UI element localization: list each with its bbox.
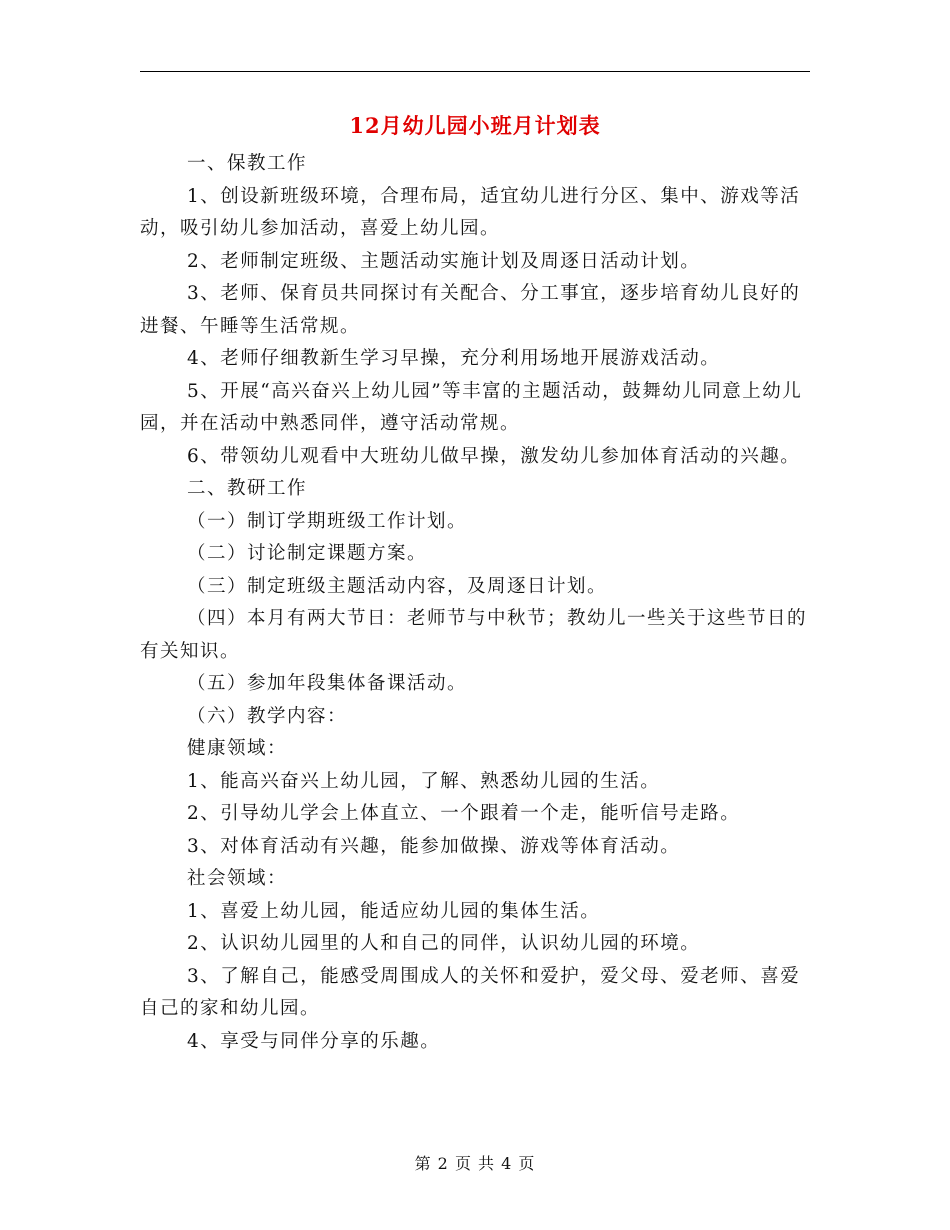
paragraph: 4、老师仔细教新生学习早操，充分利用场地开展游戏活动。: [187, 348, 721, 369]
paragraph: 2、引导幼儿学会上体直立、一个跟着一个走，能听信号走路。: [187, 803, 741, 824]
paragraph: 1、创设新班级环境，合理布局，适宜幼儿进行分区、集中、游戏等活动，吸引幼儿参加活动，喜爱上幼儿园。: [140, 185, 801, 239]
subheading-society: 社会领域：: [187, 868, 288, 889]
paragraph: 3、老师、保育员共同探讨有关配合、分工事宜，逐步培育幼儿良好的进餐、午睡等生活常规。: [140, 283, 801, 337]
paragraph: （一）制订学期班级工作计划。: [187, 510, 468, 532]
paragraph: 6、带领幼儿观看中大班幼儿做早操，激发幼儿参加体育活动的兴趣。: [187, 445, 801, 467]
section-heading-research: 二、教研工作: [187, 478, 308, 499]
document-body: [140, 148, 812, 1058]
paragraph: （五）参加年段集体备课活动。: [187, 673, 468, 694]
paragraph: 2、认识幼儿园里的人和自己的同伴，认识幼儿园的环境。: [187, 933, 701, 954]
paragraph: 5、开展“高兴奋兴上幼儿园”等丰富的主题活动，鼓舞幼儿同意上幼儿园，并在活动中熟悉同伴，遵守活动常规。: [140, 380, 803, 434]
paragraph: 3、对体育活动有兴趣，能参加做操、游戏等体育活动。: [187, 835, 681, 857]
paragraph: （四）本月有两大节日：老师节与中秋节；教幼儿一些关于这些节日的有关知识。: [140, 608, 808, 662]
paragraph: 1、能高兴奋兴上幼儿园，了解、熟悉幼儿园的生活。: [187, 770, 661, 792]
paragraph: （二）讨论制定课题方案。: [187, 543, 428, 564]
paragraph: （六）教学内容：: [187, 705, 348, 727]
page-number: 第 2 页 共 4 页: [414, 1154, 536, 1173]
header-rule: [140, 71, 810, 72]
paragraph: 3、了解自己，能感受周围成人的关怀和爱护，爱父母、爱老师、喜爱自己的家和幼儿园。: [140, 965, 801, 1019]
section-heading-care: 一、保教工作: [187, 153, 308, 174]
paragraph: 2、老师制定班级、主题活动实施计划及周逐日活动计划。: [187, 250, 701, 272]
subheading-health: 健康领域：: [187, 738, 288, 759]
paragraph: 4、享受与同伴分享的乐趣。: [187, 1030, 441, 1052]
paragraph: 1、喜爱上幼儿园，能适应幼儿园的集体生活。: [187, 900, 601, 922]
paragraph: （三）制定班级主题活动内容，及周逐日计划。: [187, 575, 608, 597]
document-title: 12月幼儿园小班月计划表: [349, 113, 601, 138]
